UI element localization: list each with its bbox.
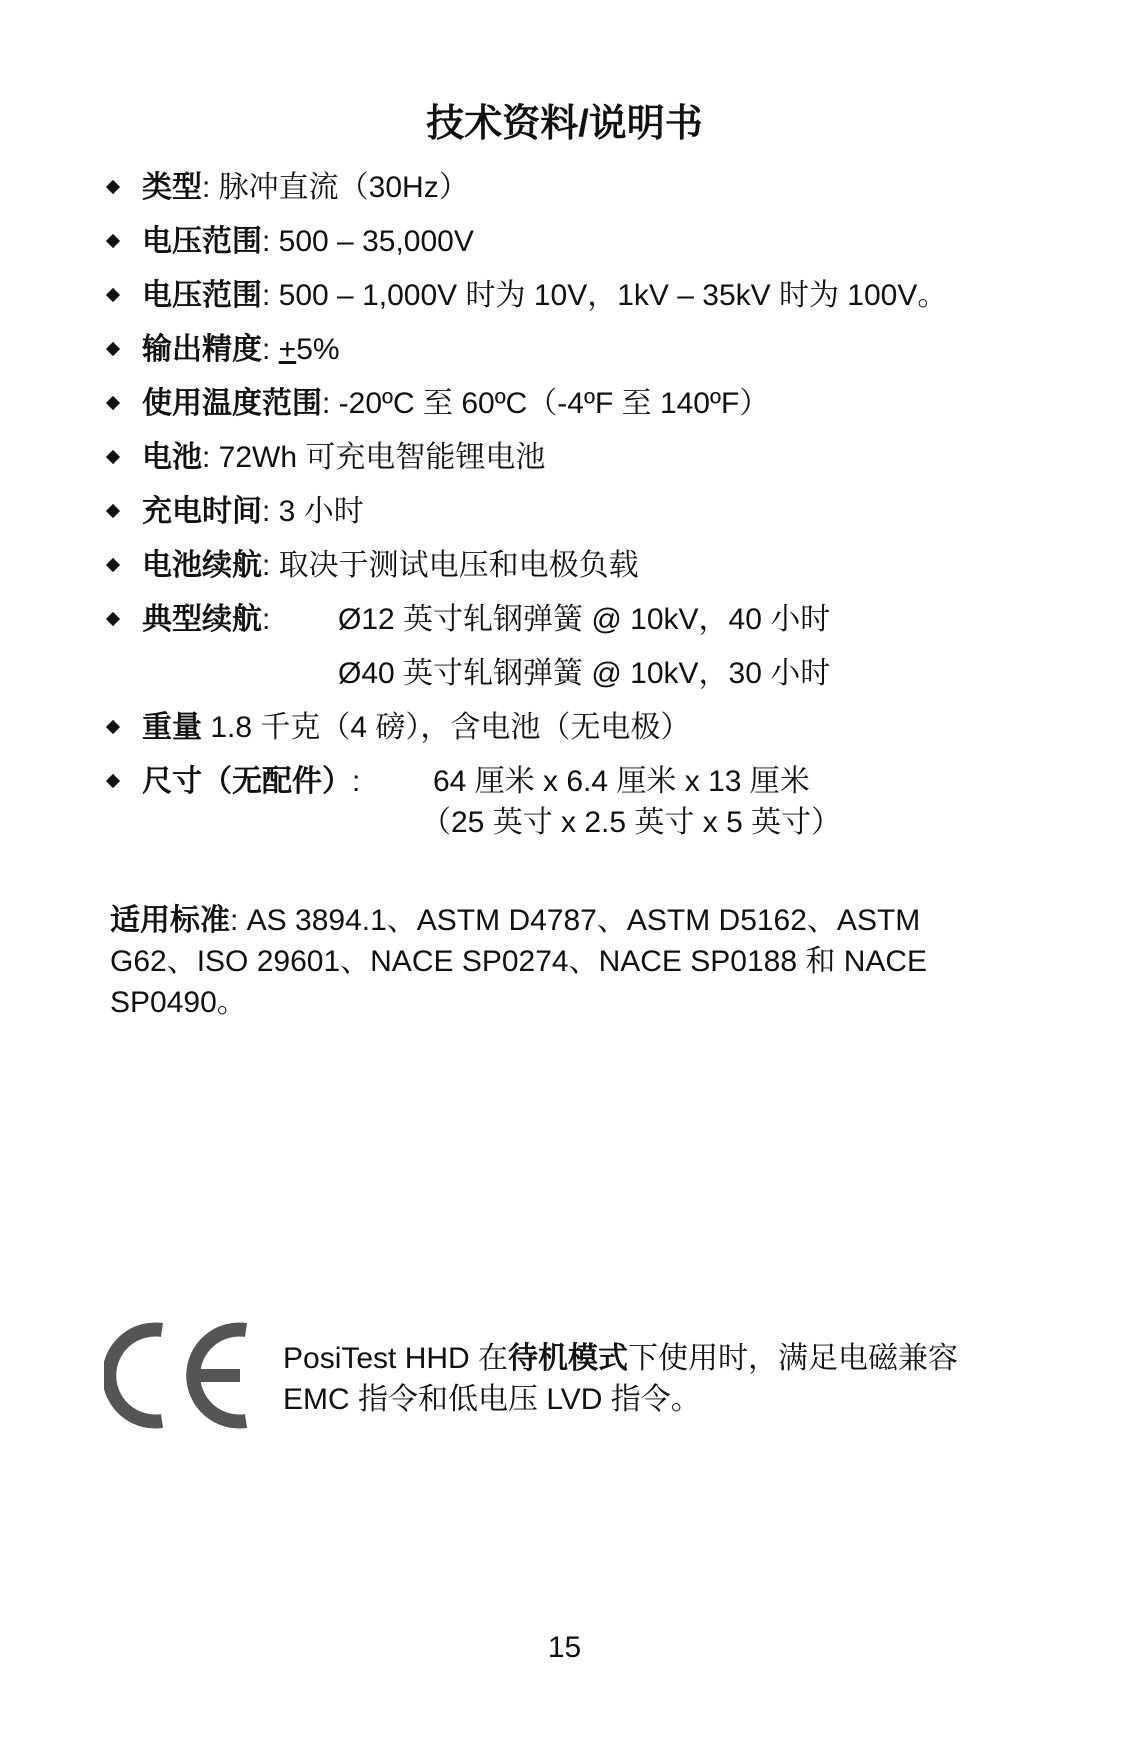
spec-label-text: 输出精度 (142, 333, 262, 366)
bullet-icon (106, 504, 120, 518)
bullet-icon (106, 396, 120, 410)
spec-label-text: 尺寸（无配件） (142, 765, 352, 798)
plus-minus-sign: + (278, 333, 297, 366)
spec-label-text: 使用温度范围 (142, 387, 322, 420)
spec-value: 1.8 千克（4 磅），含电池（无电极） (202, 711, 691, 744)
spec-label-text: 类型 (142, 171, 202, 204)
spec-label-text: 典型续航 (142, 603, 262, 636)
page-number: 15 (547, 1631, 582, 1664)
spec-value-line: 64 厘米 x 6.4 厘米 x 13 厘米 (433, 765, 810, 798)
spec-value: : 500 – 1,000V 时为 10V，1kV – 35kV 时为 100V。 (262, 279, 948, 312)
ce-mark-icon (104, 1318, 254, 1433)
spec-label (142, 546, 639, 586)
spec-item-size-2 (108, 803, 1008, 843)
spec-colon: : (262, 603, 271, 636)
ce-mark-logo (104, 1318, 254, 1433)
spec-label (142, 492, 364, 532)
spec-item-type (108, 168, 1008, 208)
spec-value-prefix: : (262, 333, 279, 366)
spec-item-typical-life (108, 600, 1008, 640)
ce-text-standby-mode: 待机模式 (508, 1342, 629, 1375)
standards-label: 适用标准 (110, 904, 230, 937)
spec-value-line: （25 英寸 x 2.5 英寸 x 5 英寸） (421, 806, 842, 839)
bullet-icon (106, 612, 120, 626)
page-title: 技术资料/说明书 (426, 103, 703, 145)
spec-value: : 500 – 35,000V (262, 225, 474, 258)
spec-label-text: 电池 (142, 441, 202, 474)
bullet-icon (106, 342, 120, 356)
spec-item-typical-life-2 (108, 654, 1008, 694)
standards-text: : AS 3894.1、ASTM D4787、ASTM D5162、ASTM G62、ISO 29601、NACE SP0274、NACE SP0188 和 NACE SP0490。 (110, 904, 928, 1019)
spec-value: : 脉冲直流（30Hz） (202, 171, 469, 204)
spec-value-line: Ø40 英寸轧钢弹簧 @ 10kV，30 小时 (338, 657, 831, 690)
spec-item-battery (108, 438, 1008, 478)
spec-label (142, 762, 360, 802)
spec-label-text: 电压范围 (142, 279, 262, 312)
spec-label-text: 充电时间 (142, 495, 262, 528)
bullet-icon (106, 450, 120, 464)
spec-label (142, 276, 947, 316)
bullet-icon (106, 288, 120, 302)
spec-item-voltage-range (108, 222, 1008, 262)
spec-label (142, 600, 270, 640)
spec-value: : -20ºC 至 60ºC（-4ºF 至 140ºF） (322, 387, 770, 420)
ce-text-end: 下使用时，满足电磁兼容 EMC 指令和低电压 LVD 指令。 (283, 1342, 959, 1416)
spec-item-weight (108, 708, 1008, 748)
bullet-icon (106, 180, 120, 194)
spec-label (142, 708, 690, 748)
spec-colon: : (352, 765, 361, 798)
spec-value-line: Ø12 英寸轧钢弹簧 @ 10kV，40 小时 (338, 603, 831, 636)
bullet-icon (106, 558, 120, 572)
spec-item-charge-time (108, 492, 1008, 532)
spec-label-text: 电池续航 (142, 549, 262, 582)
spec-label (142, 222, 474, 262)
spec-value: : 72Wh 可充电智能锂电池 (202, 441, 546, 474)
spec-value: : 3 小时 (262, 495, 364, 528)
bullet-icon (106, 720, 120, 734)
spec-value: 5% (296, 333, 340, 366)
ce-compliance-text (283, 1338, 1003, 1420)
spec-item-voltage-resolution (108, 276, 1028, 316)
spec-item-accuracy (108, 330, 1008, 370)
spec-item-size (108, 762, 1008, 802)
spec-label (142, 330, 340, 370)
spec-label (142, 384, 769, 424)
spec-label-text: 电压范围 (142, 225, 262, 258)
spec-item-battery-life (108, 546, 1008, 586)
spec-label (142, 438, 545, 478)
spec-label-text: 重量 (142, 711, 202, 744)
ce-text-start: PosiTest HHD 在 (283, 1342, 509, 1375)
spec-value: : 取决于测试电压和电极负载 (262, 549, 639, 582)
spec-item-temperature (108, 384, 1008, 424)
spec-label (142, 168, 469, 208)
bullet-icon (106, 774, 120, 788)
applicable-standards (110, 900, 990, 1023)
bullet-icon (106, 234, 120, 248)
